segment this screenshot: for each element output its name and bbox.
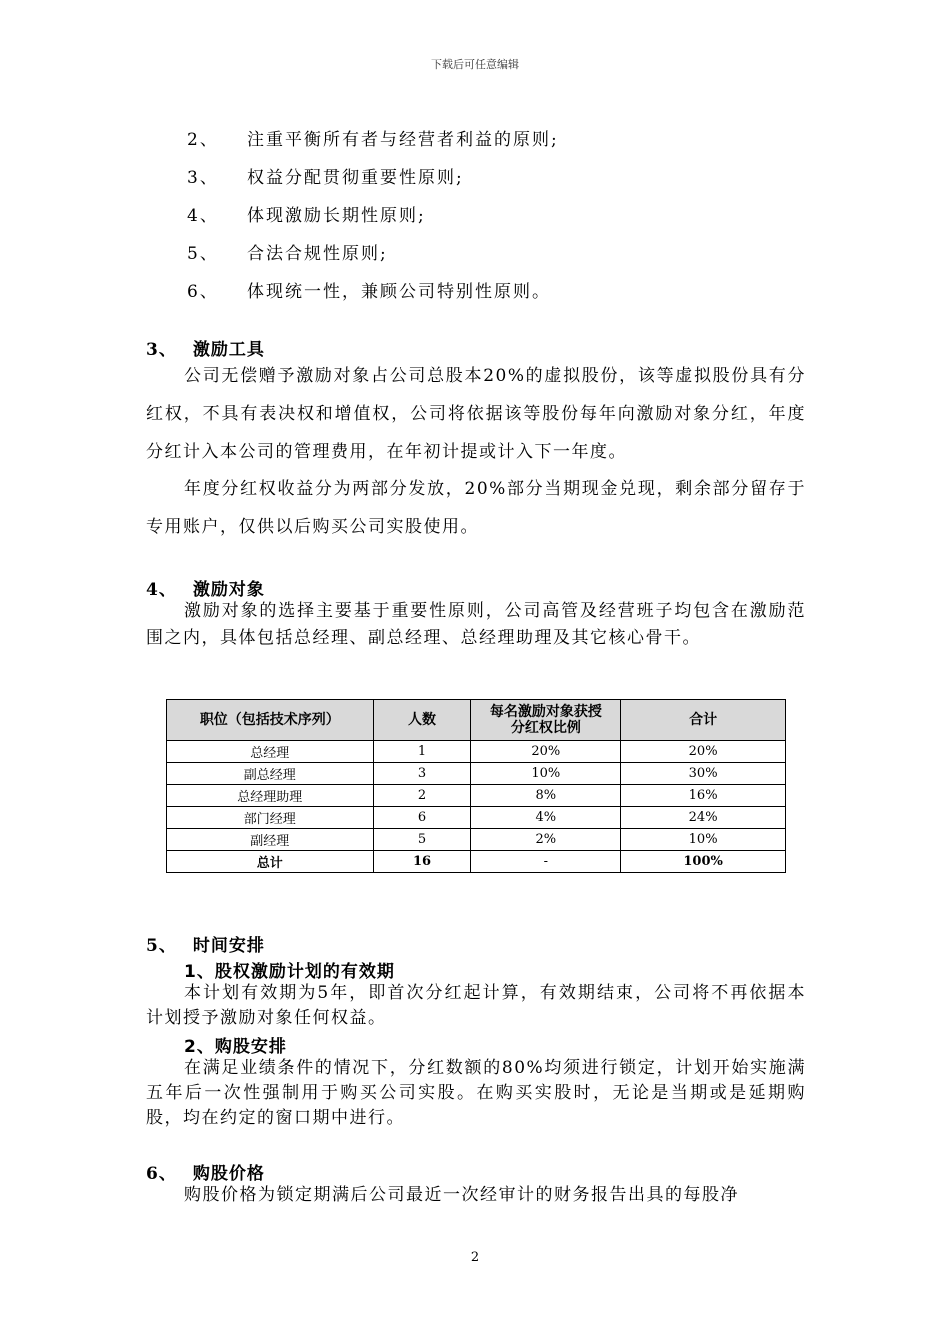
column-header-position: 职位（包括技术序列） (167, 700, 374, 741)
section-heading-price (146, 1159, 265, 1184)
table-cell: 2 (373, 785, 471, 807)
section-heading-incentive-target (146, 575, 265, 600)
list-item (187, 194, 559, 232)
paragraph-price: 购股价格为锁定期满后公司最近一次经审计的财务报告出具的每股净 (184, 1185, 739, 1205)
table-row (167, 807, 786, 829)
list-item-text: 体现激励长期性原则; (247, 205, 426, 226)
page-header-note: 下载后可任意编辑 (431, 58, 519, 71)
section-number: 6、 (146, 1164, 177, 1184)
section-title: 购股价格 (192, 1164, 265, 1184)
table-cell: 2% (471, 829, 621, 851)
table-cell: - (471, 851, 621, 873)
section-title: 激励对象 (192, 580, 265, 600)
table-cell: 10% (621, 829, 786, 851)
paragraph-incentive-target: 激励对象的选择主要基于重要性原则，公司高管及经营班子均包含在激励范围之内，具体包括总经理、副总经理、总经理助理及其它核心骨干。 (146, 601, 806, 648)
section-number: 4、 (146, 580, 177, 600)
table-cell: 总计 (167, 851, 374, 873)
table-cell: 24% (621, 807, 786, 829)
table-cell: 部门经理 (167, 807, 374, 829)
list-item-number: 3、 (187, 167, 219, 188)
paragraph-incentive-tool-1: 公司无偿赠予激励对象占公司总股本20%的虚拟股份，该等虚拟股份具有分红权，不具有表决权和增值权，公司将依据该等股份每年向激励对象分红，年度分红计入本公司的管理费用，在年初计提或计入下一年度。 (146, 366, 806, 462)
list-item-number: 2、 (187, 129, 219, 150)
principles-list (187, 118, 559, 308)
column-header-ratio: 每名激励对象获授分红权比例 (471, 700, 621, 741)
allocation-table (166, 699, 786, 873)
subheading-validity: 1、股权激励计划的有效期 (184, 962, 395, 982)
section-title: 激励工具 (192, 340, 265, 360)
table-cell: 16% (621, 785, 786, 807)
list-item (187, 118, 559, 156)
table-cell: 5 (373, 829, 471, 851)
table-cell: 30% (621, 763, 786, 785)
section-title: 时间安排 (192, 936, 265, 956)
table-cell: 3 (373, 763, 471, 785)
table-cell: 8% (471, 785, 621, 807)
table-cell: 20% (621, 741, 786, 763)
section-number: 3、 (146, 340, 177, 360)
list-item-text: 体现统一性，兼顾公司特别性原则。 (247, 281, 551, 302)
table-cell: 副总经理 (167, 763, 374, 785)
column-header-count: 人数 (373, 700, 471, 741)
table-cell: 总经理助理 (167, 785, 374, 807)
list-item (187, 270, 559, 308)
table-row (167, 785, 786, 807)
list-item-number: 5、 (187, 243, 219, 264)
subheading-purchase: 2、购股安排 (184, 1037, 287, 1057)
list-item-number: 6、 (187, 281, 219, 302)
table-row (167, 741, 786, 763)
paragraph-purchase: 在满足业绩条件的情况下，分红数额的80%均须进行锁定，计划开始实施满五年后一次性强制用于购买公司实股。在购买实股时，无论是当期或是延期购股，均在约定的窗口期中进行。 (146, 1058, 806, 1128)
table-cell: 16 (373, 851, 471, 873)
list-item (187, 156, 559, 194)
list-item-number: 4、 (187, 205, 219, 226)
table-cell: 6 (373, 807, 471, 829)
list-item (187, 232, 559, 270)
table-cell: 1 (373, 741, 471, 763)
table-total-row (167, 851, 786, 873)
table-row (167, 829, 786, 851)
paragraph-validity: 本计划有效期为5年，即首次分红起计算，有效期结束，公司将不再依据本计划授予激励对象任何权益。 (146, 983, 806, 1028)
table-cell: 4% (471, 807, 621, 829)
column-header-total: 合计 (621, 700, 786, 741)
table-cell: 副经理 (167, 829, 374, 851)
table-cell: 10% (471, 763, 621, 785)
list-item-text: 注重平衡所有者与经营者利益的原则; (247, 129, 559, 150)
page-number: 2 (470, 1250, 480, 1265)
list-item-text: 合法合规性原则; (247, 243, 388, 264)
paragraph-incentive-tool-2: 年度分红权收益分为两部分发放，20%部分当期现金兑现，剩余部分留存于专用账户，仅供以后购买公司实股使用。 (146, 479, 806, 537)
list-item-text: 权益分配贯彻重要性原则; (247, 167, 464, 188)
table-cell: 20% (471, 741, 621, 763)
table-cell: 100% (621, 851, 786, 873)
section-number: 5、 (146, 936, 177, 956)
table-row (167, 763, 786, 785)
table-cell: 总经理 (167, 741, 374, 763)
table-header-row (167, 700, 786, 741)
section-heading-schedule (146, 931, 265, 956)
